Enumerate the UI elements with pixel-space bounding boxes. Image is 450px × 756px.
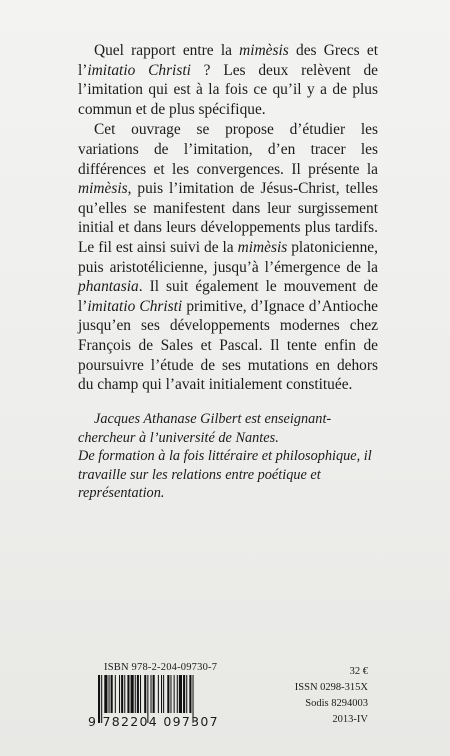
price: 32 € — [349, 666, 368, 677]
blurb-paragraph-2 — [78, 120, 378, 394]
italic-term: imitatio Christi — [87, 61, 191, 79]
text-run: primitive, d’Ignace d’Antioche jusqu’en ses développements modernes chez François de Sales et Pascal. Il tente enfin de poursuivre l’étude de ses mutations en dehors du champ qui l’avait initialement constituée. — [78, 297, 378, 394]
barcode-bar — [170, 675, 171, 713]
barcode-bar — [158, 675, 159, 713]
barcode-bar — [151, 675, 152, 713]
issn: ISSN 0298-315X — [294, 682, 368, 693]
barcode-digits: 9 782204 097307 — [88, 714, 219, 729]
barcode-bar — [140, 675, 141, 713]
italic-term: imitatio Christi — [87, 297, 183, 315]
text-run: Cet ouvrage se propose d’étudier les variations de l’imitation, d’en tracer les différences et les convergences. Il présente la — [78, 121, 378, 178]
barcode-bar — [174, 675, 175, 713]
barcode-bar — [127, 675, 129, 713]
barcode-bar — [183, 675, 185, 713]
italic-term: mimèsis — [237, 238, 288, 256]
bio-paragraph-1: Jacques Athanase Gilbert est enseignant-chercheur à l’université de Nantes. — [78, 411, 332, 446]
barcode-bar — [177, 675, 178, 713]
blurb-text — [78, 41, 378, 395]
barcode-bar — [144, 675, 146, 713]
text-run: des Grecs et l’ — [78, 42, 378, 79]
italic-term: mimèsis — [78, 180, 128, 198]
barcode-bar — [121, 675, 123, 713]
barcode-bar — [161, 675, 162, 713]
barcode-bar — [189, 675, 191, 713]
barcode-bar — [137, 675, 139, 713]
text-run: , puis l’imitation de Jésus-Christ, telles qu’elles se manifestent dans leur surgissement initial et dans leurs développements plus tardifs. Le fil est ainsi suivi de la — [78, 180, 378, 256]
text-run: Quel rapport entre la — [94, 42, 240, 59]
italic-term: phantasia — [78, 278, 139, 296]
barcode-bar — [135, 675, 136, 713]
barcode-bar — [131, 675, 134, 713]
isbn-label: ISBN 978-2-204-09730-7 — [104, 662, 218, 673]
barcode-bar — [186, 675, 187, 713]
author-bio — [78, 410, 380, 503]
edition-code: 2013-IV — [332, 714, 368, 725]
sodis-code: Sodis 8294003 — [305, 698, 368, 709]
barcode-bar — [124, 675, 125, 713]
barcode-bar — [179, 675, 182, 713]
barcode-bar — [153, 675, 155, 713]
bio-paragraph-2: De formation à la fois littéraire et philosophique, il travaille sur les relations entre poétique et représentation. — [78, 448, 372, 502]
publication-info — [258, 664, 368, 728]
barcode-bar — [119, 675, 120, 713]
blurb-paragraph-1 — [78, 41, 378, 119]
text-run: platonicienne, puis aristotélicienne, jusqu’à l’émergence de la — [78, 238, 378, 276]
text-run: . Il suit également le mouvement de l’ — [78, 278, 378, 315]
text-run: ? Les deux relèvent de l’imitation qui est à la fois ce qu’il y a de plus commun et de plus spécifique. — [78, 61, 378, 118]
barcode-bar — [163, 675, 164, 713]
barcode-bar — [104, 675, 107, 713]
italic-term: mimèsis — [239, 42, 289, 59]
barcode-bar — [115, 675, 116, 713]
barcode-bar — [167, 675, 169, 713]
barcode-bar — [109, 675, 110, 713]
barcode-bar — [111, 675, 113, 713]
